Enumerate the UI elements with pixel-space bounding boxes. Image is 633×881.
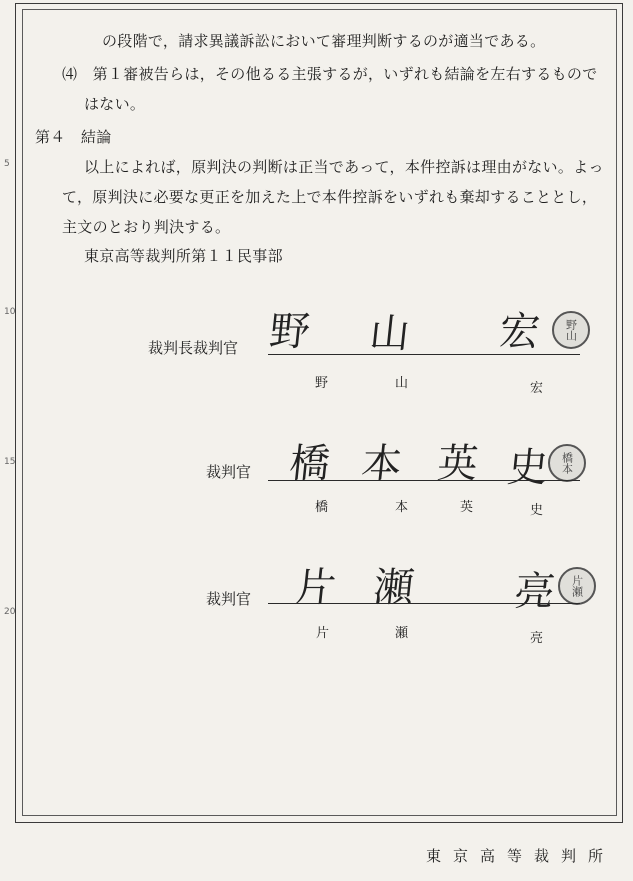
signature-line	[268, 603, 580, 604]
printed-name: 宏	[530, 381, 544, 396]
handwritten-signature: 野	[267, 309, 313, 355]
body-line-3: はない。	[84, 95, 146, 113]
handwritten-signature: 亮	[512, 569, 558, 615]
judge-role: 裁判長裁判官	[148, 339, 239, 357]
court-division: 東京高等裁判所第１１民事部	[84, 247, 283, 265]
body-line-1: の段階で，請求異議訴訟において審理判断するのが適当である。	[102, 32, 546, 50]
seal-stamp: 橋本	[548, 444, 586, 482]
handwritten-signature: 橋	[287, 441, 333, 487]
printed-name: 山	[395, 376, 409, 391]
body-line-2: ⑷ 第１審被告らは，その他るる主張するが，いずれも結論を左右するもので	[62, 65, 598, 83]
signature-line	[268, 354, 580, 355]
printed-name: 瀬	[395, 626, 409, 641]
judge-role: 裁判官	[206, 463, 252, 481]
handwritten-signature: 英	[435, 441, 481, 487]
handwritten-signature: 片	[293, 565, 339, 611]
line-number-5: 5	[4, 159, 10, 169]
printed-name: 亮	[530, 631, 544, 646]
handwritten-signature: 本	[359, 441, 405, 487]
body-line-6: て，原判決に必要な更正を加えた上で本件控訴をいずれも棄却することとし，	[62, 188, 598, 206]
printed-name: 野	[315, 376, 329, 391]
printed-name: 本	[395, 500, 409, 515]
handwritten-signature: 瀬	[371, 565, 417, 611]
seal-stamp: 野山	[552, 311, 590, 349]
printed-name: 英	[460, 500, 474, 515]
line-number-15: 15	[4, 457, 16, 467]
printed-name: 片	[316, 626, 330, 641]
body-line-5: 以上によれば，原判決の判断は正当であって，本件控訴は理由がない。よっ	[84, 158, 604, 176]
line-number-10: 10	[4, 307, 16, 317]
line-number-20: 20	[4, 607, 16, 617]
handwritten-signature: 宏	[497, 309, 543, 355]
body-line-7: 主文のとおり判決する。	[62, 218, 231, 236]
court-footer: 東京高等裁判所	[425, 847, 615, 865]
seal-stamp: 片瀬	[558, 567, 596, 605]
handwritten-signature: 史	[505, 445, 551, 491]
signature-line	[268, 480, 580, 481]
printed-name: 史	[530, 503, 544, 518]
handwritten-signature: 山	[367, 311, 413, 357]
printed-name: 橋	[315, 500, 329, 515]
judge-role: 裁判官	[206, 590, 252, 608]
section-heading: 第４ 結論	[35, 128, 112, 146]
